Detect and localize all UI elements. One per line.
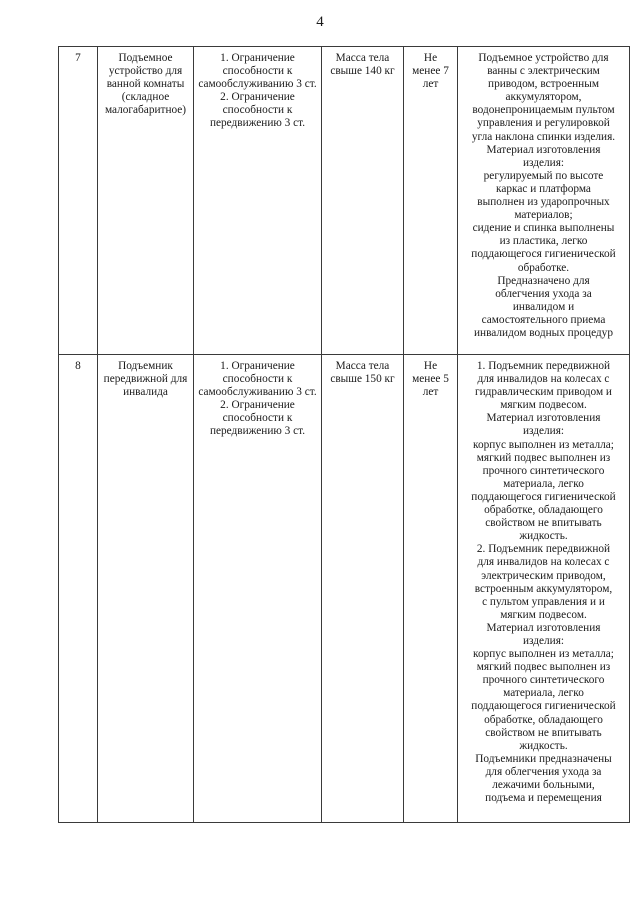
cell-text-line: Подъемное устройство для <box>478 52 609 64</box>
cell-text-line: Не <box>423 52 438 64</box>
cell-text-line: лет <box>422 386 439 399</box>
row-number-cell: 7 <box>59 47 98 355</box>
cell-text-line: Материал изготовления <box>486 412 601 425</box>
cell-text-line: поддающегося гигиенической <box>471 490 616 503</box>
cell-text-line: материала, легко <box>503 477 584 490</box>
cell-text-line: самообслуживанию 3 ст. <box>198 78 317 91</box>
cell-text-line: передвижной для <box>103 373 188 386</box>
cell-text-line: прочного синтетического <box>482 674 605 687</box>
cell-text-line: мягкий подвес выполнен из <box>476 661 611 674</box>
cell-text-line: поддающегося гигиенической <box>471 248 616 261</box>
cell-text-line: способности к <box>222 412 293 425</box>
cell-text-line: поддающегося гигиенической <box>471 700 616 713</box>
cell-text-line: Предназначено для <box>497 274 590 287</box>
cell-text-line: 1. Ограничение <box>220 360 295 372</box>
body-mass-cell <box>322 355 404 823</box>
cell-text-line: лежачими больными, <box>492 779 595 791</box>
cell-text-line: Не <box>423 360 438 372</box>
cell-text-line: прочного синтетического <box>482 464 605 477</box>
cell-text-line: свыше 140 кг <box>330 65 395 78</box>
restrictions-cell <box>194 355 322 823</box>
row-number-cell: 8 <box>59 355 98 823</box>
cell-text-line: управления и регулировкой <box>477 117 610 130</box>
cell-text-line: аккумулятором, <box>505 91 582 104</box>
cell-text-line: с пультом управления и и <box>482 595 605 608</box>
cell-text-line: 1. Ограничение <box>220 52 295 64</box>
cell-text-line: облегчения ухода за <box>495 287 592 300</box>
cell-text-line: приводом, встроенным <box>488 78 599 91</box>
cell-text-line: обработке, обладающего <box>484 713 603 726</box>
cell-text-line: менее 7 <box>412 65 449 78</box>
cell-text-line: угла наклона спинки изделия. <box>471 130 616 143</box>
cell-text-line: инвалида <box>123 386 168 399</box>
cell-text-line: свойством не впитывать <box>485 517 602 530</box>
age-cell <box>404 47 458 355</box>
cell-text-line: встроенным аккумулятором, <box>474 582 613 595</box>
product-name-cell <box>98 47 194 355</box>
cell-text-line: способности к <box>222 65 293 78</box>
cell-text-line: обработке, обладающего <box>484 504 603 517</box>
restrictions-cell <box>194 47 322 355</box>
cell-text-line: инвалидом водных процедур <box>474 326 613 339</box>
cell-text-line: изделия: <box>522 156 565 169</box>
cell-text-line: 2. Подъемник передвижной <box>476 543 611 556</box>
cell-text-line: самообслуживанию 3 ст. <box>198 386 317 399</box>
cell-text-line: изделия: <box>522 425 565 438</box>
cell-text-line: самостоятельного приема <box>481 313 606 326</box>
cell-text-line: малогабаритное) <box>104 104 187 117</box>
table-row <box>59 47 630 355</box>
body-mass-cell <box>322 47 404 355</box>
cell-text-line: менее 5 <box>412 373 449 386</box>
description-cell <box>458 355 630 823</box>
cell-text-line: ванны с электрическим <box>487 65 600 78</box>
cell-text-line: (складное <box>121 91 170 104</box>
cell-text-line: материала, легко <box>503 687 584 700</box>
cell-text-line: ванной комнаты <box>106 78 185 91</box>
cell-text-line: изделия: <box>522 634 565 647</box>
cell-text-line: жидкость. <box>519 739 568 752</box>
cell-text-line: выполнен из ударопрочных <box>477 196 610 209</box>
cell-text-line: мягким подвесом. <box>500 608 587 621</box>
cell-text-line: передвижению 3 ст. <box>209 117 306 130</box>
cell-text-line: способности к <box>222 104 293 117</box>
cell-text-line: каркас и платформа <box>496 182 591 195</box>
cell-text-line: для инвалидов на колесах с <box>477 373 610 386</box>
cell-text-line: Материал изготовления <box>486 143 601 156</box>
cell-text-line: Масса тела <box>335 360 390 372</box>
cell-text-line: из пластика, легко <box>499 235 588 248</box>
cell-text-line: жидкость. <box>519 530 568 543</box>
cell-text-line: передвижению 3 ст. <box>209 425 306 438</box>
table-body <box>59 47 630 823</box>
cell-text-line: для инвалидов на колесах с <box>477 556 610 569</box>
cell-text-line: водонепроницаемым пультом <box>472 104 615 117</box>
cell-text-line: регулируемый по высоте <box>483 169 604 182</box>
cell-text-line: мягким подвесом. <box>500 399 587 412</box>
cell-text-line: лет <box>422 78 439 91</box>
page-number: 4 <box>316 14 324 30</box>
cell-text-line: обработке. <box>517 261 570 274</box>
cell-text-line: гидравлическим приводом и <box>475 386 612 399</box>
cell-text-line: способности к <box>222 373 293 386</box>
cell-text-line: Масса тела <box>335 52 390 64</box>
cell-text-line: для облегчения ухода за <box>485 765 602 778</box>
cell-text-line: материалов; <box>514 209 573 222</box>
cell-text-line: свыше 150 кг <box>330 373 395 386</box>
cell-text-line: корпус выполнен из металла; <box>473 648 614 661</box>
cell-text-line: подъема и перемещения <box>485 792 602 805</box>
description-cell <box>458 47 630 355</box>
age-cell <box>404 355 458 823</box>
cell-text-line: 1. Подъемник передвижной <box>476 360 611 372</box>
cell-text-line: 2. Ограничение <box>220 399 295 412</box>
cell-text-line: Подъемник <box>118 360 173 372</box>
product-name-cell <box>98 355 194 823</box>
cell-text-line: Материал изготовления <box>486 621 601 634</box>
cell-text-line: свойством не впитывать <box>485 726 602 739</box>
cell-text-line: устройство для <box>108 65 183 78</box>
cell-text-line: сидение и спинка выполнены <box>472 222 615 235</box>
cell-text-line: электрическим приводом, <box>481 569 606 582</box>
table-row <box>59 355 630 823</box>
cell-text-line: Подъемное <box>118 52 173 64</box>
cell-text-line: 2. Ограничение <box>220 91 295 104</box>
cell-text-line: мягкий подвес выполнен из <box>476 451 611 464</box>
cell-text-line: корпус выполнен из металла; <box>473 438 614 451</box>
cell-text-line: инвалидом и <box>512 300 575 313</box>
cell-text-line: Подъемники предназначены <box>475 752 612 765</box>
products-table <box>58 46 630 823</box>
